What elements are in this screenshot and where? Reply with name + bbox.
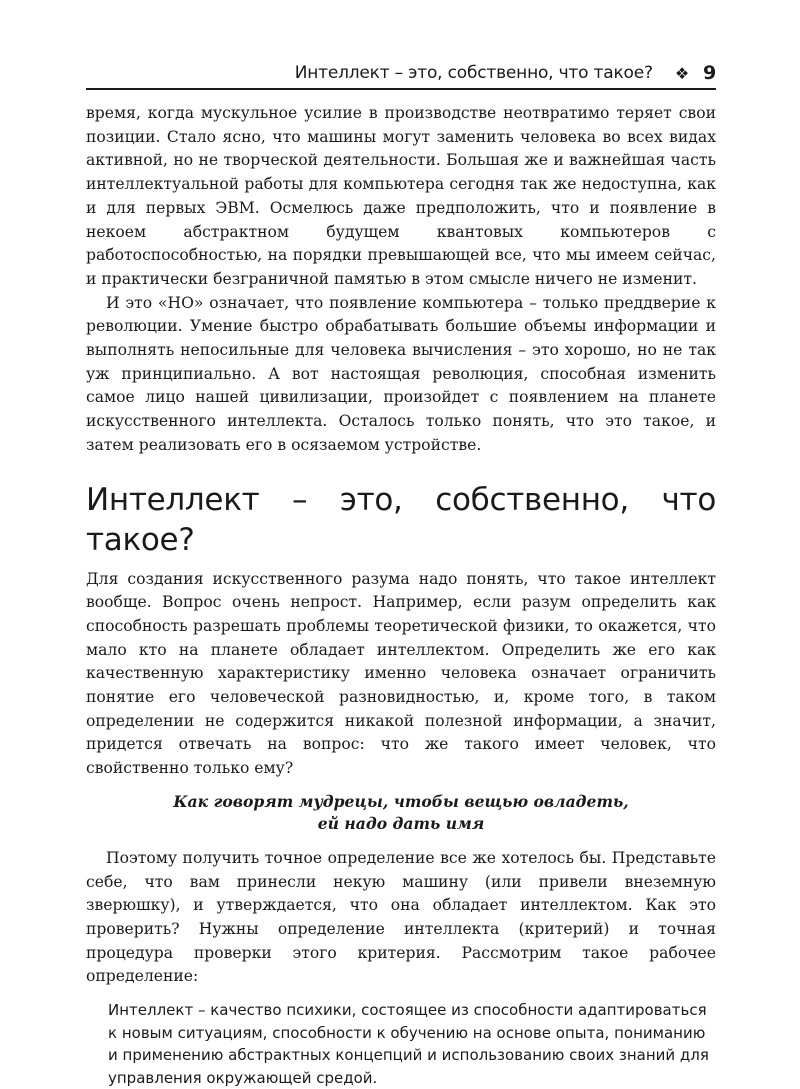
definition-block: Интеллект – качество психики, состоящее из способности адаптироваться к новым ситуациям, способности к обучению на основе опыта, пониманию и применению абстрактных концепций и использованию своих знаний для управления окружающей средой. (108, 1001, 709, 1087)
epigraph-line: Как говорят мудрецы, чтобы вещью овладеть, (173, 791, 629, 811)
section-heading: Интеллект – это, собственно, что такое? (86, 481, 716, 558)
book-page (86, 58, 716, 1089)
running-header (86, 58, 716, 90)
paragraph: И это «НО» означает, что появление компьютера – только преддверие к революции. Умение быстро обрабатывать большие объемы информации и выполнять непосильные для человека вычисления – это хорошо, но не так уж принципиально. А вот настоящая революция, способная изменить самое лицо нашей цивилизации, произойдет с появлением на планете искусственного интеллекта. Осталось только понять, что это такое, и затем реализовать его в осязаемом устройстве. (86, 293, 716, 454)
epigraph (86, 791, 716, 835)
diamond-separator-icon: ❖ (674, 63, 689, 83)
page-number: 9 (702, 62, 716, 84)
paragraph-continued: время, когда мускульное усилие в производстве неотвратимо теряет свои позиции. Стало ясно, что машины могут заменить человека во всех видах активной, но не творческой деятельности. Большая же и важнейшая часть интеллектуальной работы для компьютера сегодня так же недоступна, как и для первых ЭВМ. Осмелюсь даже предположить, что и появление в некоем абстрактном будущем квантовых компьютеров с работоспособностью, на порядки превышающей все, что мы имеем сейчас, и практически безграничной памятью в этом смысле ничего не изменит. (86, 104, 716, 288)
section-intro-paragraph: Для создания искусственного разума надо понять, что такое интеллект вообще. Вопрос очень непрост. Например, если разум определить как способность разрешать проблемы теоретической физики, то окажется, что мало кто на планете обладает интеллектом. Определить же его как качественную характеристику именно человека означает ограничить понятие его человеческой разновидностью, и, кроме того, в таком определении не содержится никакой полезной информации, а значит, придется отвечать на вопрос: что же такого имеет человек, что свойственно только ему? (86, 569, 716, 778)
epigraph-line: ей надо дать имя (317, 813, 485, 833)
paragraph: Поэтому получить точное определение все же хотелось бы. Представьте себе, что вам принесли некую машину (или привели внеземную зверюшку), и утверждается, что она обладает интеллектом. Как это проверить? Нужны определение интеллекта (критерий) и точная процедура проверки этого критерия. Рассмотрим такое рабочее определение: (86, 848, 716, 986)
running-title: Интеллект – это, собственно, что такое? (294, 63, 653, 83)
page-body (86, 102, 716, 1089)
